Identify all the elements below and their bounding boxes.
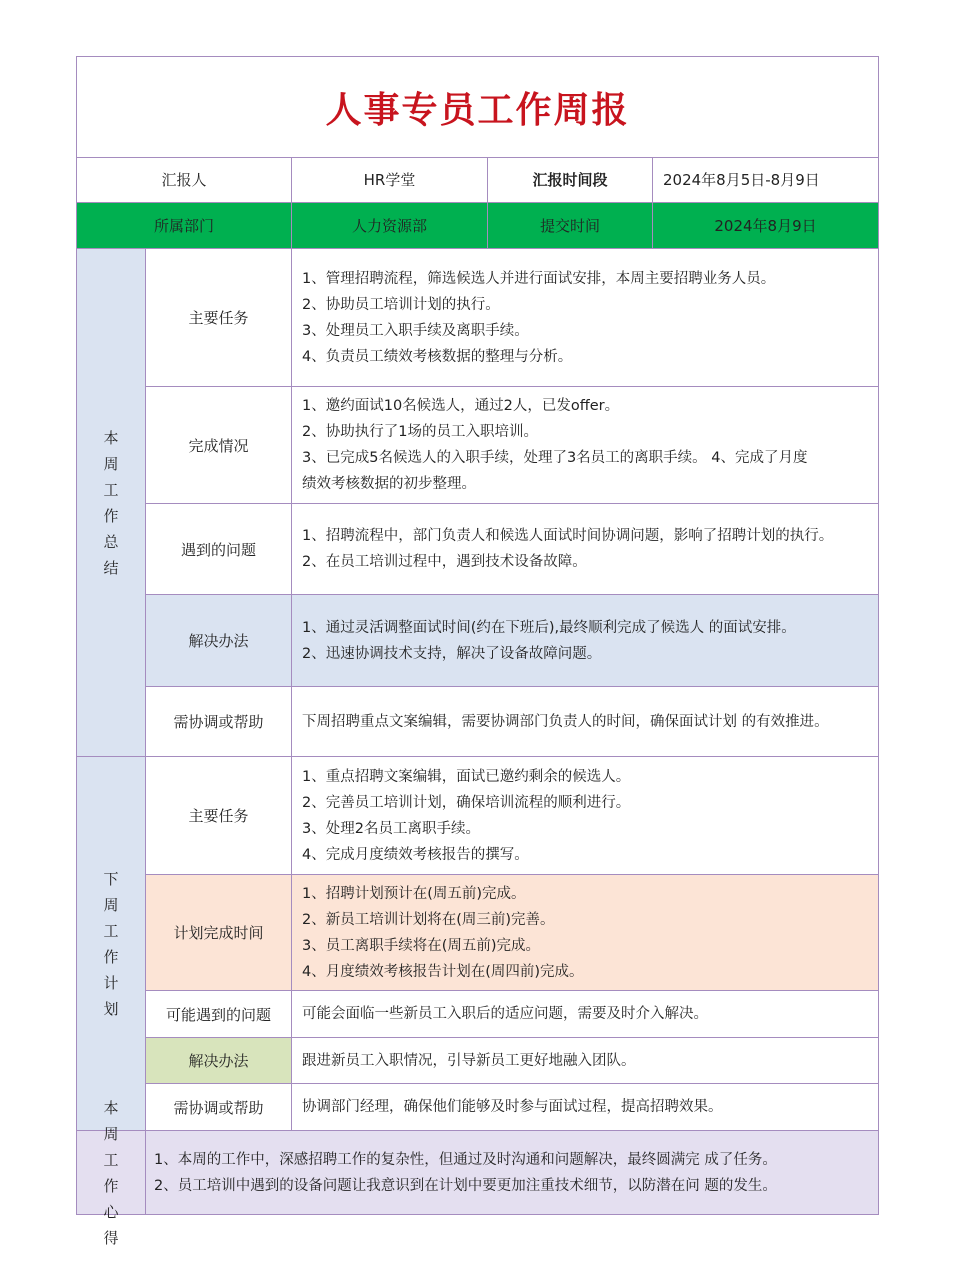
next-week-solutions-content — [292, 1038, 878, 1084]
list-item: 下周招聘重点文案编辑，需要协调部门负责人的时间，确保面试计划 的有效推进。 — [302, 713, 829, 730]
problems-label: 遇到的问题 — [146, 504, 292, 595]
period-value: 2024年8月5日-8月9日 — [653, 157, 878, 203]
list-item: 3、处理员工入职手续及离职手续。 — [302, 322, 529, 339]
list-item: 3、已完成5名候选人的入职手续，处理了3名员工的离职手续。 4、完成了月度绩效考核数据的初步整理。 — [302, 450, 808, 492]
submit-label: 提交时间 — [488, 203, 653, 249]
list-item: 2、完善员工培训计划，确保培训流程的顺利进行。 — [302, 794, 631, 811]
list-item: 2、员工培训中遇到的设备问题让我意识到在计划中要更加注重技术细节，以防潜在问 题的发生。 — [154, 1177, 777, 1194]
this-week-solutions-label: 解决办法 — [146, 595, 292, 687]
this-week-main-tasks-content — [292, 249, 878, 387]
this-week-help-label: 需协调或帮助 — [146, 687, 292, 757]
list-item: 2、协助执行了1场的员工入职培训。 — [302, 424, 538, 440]
this-week-main-tasks-label: 主要任务 — [146, 249, 292, 387]
list-item: 1、招聘计划预计在(周五前)完成。 — [302, 885, 526, 902]
list-item: 2、在员工培训过程中，遇到技术设备故障。 — [302, 554, 587, 570]
list-item: 2、新员工培训计划将在(周三前)完善。 — [302, 911, 555, 928]
schedule-content — [292, 875, 878, 991]
this-week-group-label: 本周工作总结 — [77, 249, 146, 757]
this-week-help-content — [292, 687, 878, 757]
dept-value: 人力资源部 — [292, 203, 488, 249]
report-title: 人事专员工作周报 — [77, 57, 878, 158]
list-item: 1、邀约面试10名候选人，通过2人，已发offer。 — [302, 398, 620, 414]
next-week-help-label: 需协调或帮助 — [146, 1084, 292, 1131]
reporter-value: HR学堂 — [292, 157, 488, 203]
problems-content — [292, 504, 878, 595]
list-item: 可能会面临一些新员工入职后的适应问题，需要及时介入解决。 — [302, 1006, 708, 1022]
next-week-main-tasks-label: 主要任务 — [146, 757, 292, 875]
list-item: 1、重点招聘文案编辑，面试已邀约剩余的候选人。 — [302, 768, 631, 785]
next-week-help-content — [292, 1084, 878, 1131]
completion-content — [292, 387, 878, 504]
period-label: 汇报时间段 — [488, 157, 653, 203]
info-row-department — [77, 203, 878, 249]
list-item: 4、负责员工绩效考核数据的整理与分析。 — [302, 348, 573, 365]
submit-value: 2024年8月9日 — [653, 203, 878, 249]
next-week-main-tasks-content — [292, 757, 878, 875]
schedule-label: 计划完成时间 — [146, 875, 292, 991]
completion-label: 完成情况 — [146, 387, 292, 504]
list-item: 1、招聘流程中，部门负责人和候选人面试时间协调问题，影响了招聘计划的执行。 — [302, 528, 834, 544]
list-item: 2、迅速协调技术支持，解决了设备故障问题。 — [302, 645, 602, 662]
list-item: 1、管理招聘流程，筛选候选人并进行面试安排，本周主要招聘业务人员。 — [302, 270, 776, 287]
possible-problems-content — [292, 991, 878, 1038]
weekly-report-sheet — [76, 56, 879, 1247]
possible-problems-label: 可能遇到的问题 — [146, 991, 292, 1038]
list-item: 1、本周的工作中，深感招聘工作的复杂性，但通过及时沟通和问题解决，最终圆满完 成了任务。 — [154, 1151, 777, 1168]
this-week-solutions-content — [292, 595, 878, 687]
list-item: 3、员工离职手续将在(周五前)完成。 — [302, 937, 541, 954]
info-row-reporter — [77, 157, 878, 203]
next-week-group-label: 下周工作计划 — [77, 757, 146, 1131]
list-item: 3、处理2名员工离职手续。 — [302, 820, 480, 837]
reflection-content — [146, 1131, 878, 1214]
list-item: 跟进新员工入职情况，引导新员工更好地融入团队。 — [302, 1052, 636, 1069]
list-item: 协调部门经理，确保他们能够及时参与面试过程，提高招聘效果。 — [302, 1099, 723, 1115]
reporter-label: 汇报人 — [77, 157, 292, 203]
list-item: 1、通过灵活调整面试时间(约在下班后),最终顺利完成了候选人 的面试安排。 — [302, 619, 796, 636]
dept-label: 所属部门 — [77, 203, 292, 249]
list-item: 2、协助员工培训计划的执行。 — [302, 296, 500, 313]
next-week-solutions-label: 解决办法 — [146, 1038, 292, 1084]
list-item: 4、月度绩效考核报告计划在(周四前)完成。 — [302, 963, 584, 980]
list-item: 4、完成月度绩效考核报告的撰写。 — [302, 846, 529, 863]
reflection-group-label: 本周工作心得 — [77, 1131, 146, 1214]
